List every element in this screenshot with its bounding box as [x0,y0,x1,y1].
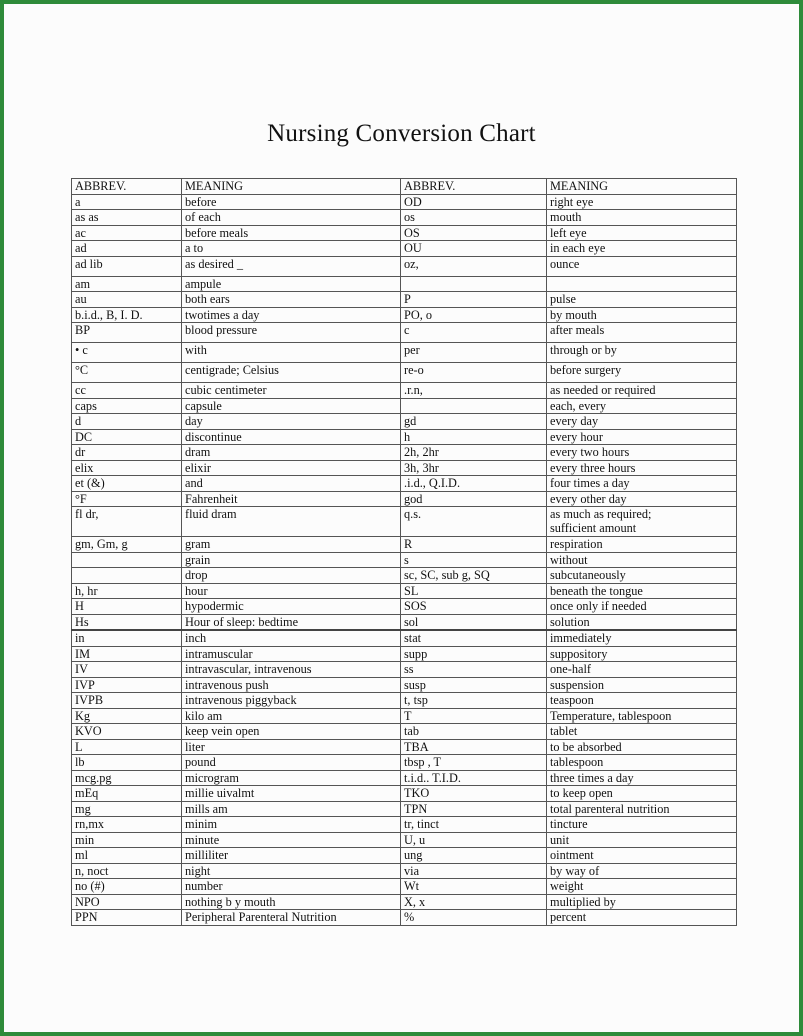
abbrev-cell: mcg.pg [72,770,182,786]
meaning-cell: night [182,863,401,879]
meaning-cell: unit [547,832,737,848]
meaning-cell: liter [182,739,401,755]
meaning-cell: every hour [547,429,737,445]
meaning-cell: minute [182,832,401,848]
meaning-cell: tincture [547,817,737,833]
meaning-cell: through or by [547,343,737,363]
meaning-cell: teaspoon [547,693,737,709]
abbrev-cell: • c [72,343,182,363]
table-row [72,646,737,662]
abbrev-cell: OU [401,241,547,257]
meaning-cell: milliliter [182,848,401,864]
table-row [72,630,737,646]
abbrev-cell: cc [72,383,182,399]
meaning-cell: suppository [547,646,737,662]
abbrev-cell: KVO [72,724,182,740]
header-abbrev-2: ABBREV. [401,179,547,195]
abbrev-cell: ung [401,848,547,864]
abbrev-cell: rn,mx [72,817,182,833]
table-row [72,770,737,786]
table-row [72,343,737,363]
abbrev-cell: s [401,552,547,568]
table-row [72,383,737,399]
abbrev-cell: in [72,630,182,646]
table-row [72,414,737,430]
meaning-cell: as desired _ [182,256,401,276]
abbrev-cell: c [401,323,547,343]
meaning-cell: every two hours [547,445,737,461]
meaning-cell: as much as required; sufficient amount [547,507,737,537]
abbrev-cell: god [401,491,547,507]
meaning-cell: centigrade; Celsius [182,363,401,383]
abbrev-cell: ml [72,848,182,864]
abbrev-cell: °F [72,491,182,507]
meaning-cell: drop [182,568,401,584]
meaning-cell: mouth [547,210,737,226]
meaning-cell: and [182,476,401,492]
abbrev-cell: Hs [72,614,182,630]
abbrev-cell [401,276,547,292]
abbrev-cell: P [401,292,547,308]
table-row [72,786,737,802]
meaning-cell: cubic centimeter [182,383,401,399]
meaning-cell: discontinue [182,429,401,445]
table-row [72,910,737,926]
abbrev-cell: as as [72,210,182,226]
abbrev-cell: IVPB [72,693,182,709]
abbrev-cell: TBA [401,739,547,755]
meaning-cell: gram [182,537,401,553]
abbrev-cell: T [401,708,547,724]
meaning-cell: elixir [182,460,401,476]
abbrev-cell: ad [72,241,182,257]
table-row [72,537,737,553]
table-header-row [72,179,737,195]
meaning-cell: hour [182,583,401,599]
abbrev-cell: BP [72,323,182,343]
meaning-cell: as needed or required [547,383,737,399]
table-row [72,241,737,257]
abbrev-cell: h, hr [72,583,182,599]
abbrev-cell: sol [401,614,547,630]
abbrev-cell: t.i.d.. T.I.D. [401,770,547,786]
meaning-cell: ounce [547,256,737,276]
meaning-cell: minim [182,817,401,833]
abbrev-cell: fl dr, [72,507,182,537]
meaning-cell: millie uivalmt [182,786,401,802]
meaning-cell: one-half [547,662,737,678]
header-abbrev-1: ABBREV. [72,179,182,195]
table-row [72,832,737,848]
meaning-cell: Hour of sleep: bedtime [182,614,401,630]
abbrev-cell: tr, tinct [401,817,547,833]
meaning-cell: fluid dram [182,507,401,537]
abbrev-cell: supp [401,646,547,662]
meaning-cell: blood pressure [182,323,401,343]
meaning-cell: right eye [547,194,737,210]
abbrev-cell: lb [72,755,182,771]
abbrev-cell: gm, Gm, g [72,537,182,553]
abbrev-cell: X, x [401,894,547,910]
meaning-cell: with [182,343,401,363]
table-row [72,307,737,323]
table-row [72,599,737,615]
meaning-cell: ointment [547,848,737,864]
meaning-cell: suspension [547,677,737,693]
meaning-cell: inch [182,630,401,646]
table-row [72,863,737,879]
meaning-cell: dram [182,445,401,461]
meaning-cell: intravenous push [182,677,401,693]
abbrev-cell: dr [72,445,182,461]
abbrev-cell: re-o [401,363,547,383]
abbrev-cell: SOS [401,599,547,615]
table-row [72,739,737,755]
table-row [72,677,737,693]
meaning-cell: immediately [547,630,737,646]
abbrev-cell: h [401,429,547,445]
meaning-cell: left eye [547,225,737,241]
meaning-cell: four times a day [547,476,737,492]
abbrev-cell: q.s. [401,507,547,537]
abbrev-cell: TKO [401,786,547,802]
meaning-cell: weight [547,879,737,895]
table-row [72,801,737,817]
meaning-cell: hypodermic [182,599,401,615]
meaning-cell: before surgery [547,363,737,383]
abbrev-cell: ad lib [72,256,182,276]
table-row [72,708,737,724]
abbrev-cell: OD [401,194,547,210]
meaning-cell: every other day [547,491,737,507]
abbrev-cell: min [72,832,182,848]
abbrev-cell: b.i.d., B, I. D. [72,307,182,323]
table-row [72,552,737,568]
table-row [72,460,737,476]
table-row [72,210,737,226]
abbrev-cell: elix [72,460,182,476]
table-row [72,256,737,276]
abbrev-cell: H [72,599,182,615]
table-row [72,292,737,308]
abbrev-cell: R [401,537,547,553]
meaning-cell: keep vein open [182,724,401,740]
abbrev-cell: DC [72,429,182,445]
table-row [72,894,737,910]
meaning-cell: of each [182,210,401,226]
meaning-cell: tablespoon [547,755,737,771]
meaning-cell: Temperature, tablespoon [547,708,737,724]
abbrev-cell: mEq [72,786,182,802]
abbrev-cell: gd [401,414,547,430]
abbrev-cell: am [72,276,182,292]
meaning-cell: a to [182,241,401,257]
table-row [72,225,737,241]
abbrev-cell: Wt [401,879,547,895]
abbrev-cell: IVP [72,677,182,693]
abbrev-cell: tab [401,724,547,740]
table-row [72,363,737,383]
meaning-cell: percent [547,910,737,926]
meaning-cell: both ears [182,292,401,308]
abbrev-cell: via [401,863,547,879]
abbrev-cell: .r.n, [401,383,547,399]
meaning-cell: capsule [182,398,401,414]
meaning-cell: pound [182,755,401,771]
meaning-cell [547,276,737,292]
meaning-cell: nothing b y mouth [182,894,401,910]
table-row [72,817,737,833]
table-row [72,662,737,678]
abbrev-cell: au [72,292,182,308]
abbrev-cell: PO, o [401,307,547,323]
meaning-cell: tablet [547,724,737,740]
meaning-cell: intravenous piggyback [182,693,401,709]
meaning-cell: number [182,879,401,895]
meaning-cell: mills am [182,801,401,817]
table-row [72,879,737,895]
meaning-cell: multiplied by [547,894,737,910]
meaning-cell: subcutaneously [547,568,737,584]
table-row [72,491,737,507]
abbrev-cell: 3h, 3hr [401,460,547,476]
meaning-cell: in each eye [547,241,737,257]
abbrev-cell: 2h, 2hr [401,445,547,461]
meaning-cell: to keep open [547,786,737,802]
header-meaning-2: MEANING [547,179,737,195]
abbrev-cell: stat [401,630,547,646]
abbrev-cell: ss [401,662,547,678]
abbrev-cell [401,398,547,414]
meaning-cell: by mouth [547,307,737,323]
meaning-cell: every three hours [547,460,737,476]
abbrev-cell: oz, [401,256,547,276]
meaning-cell: Peripheral Parenteral Nutrition [182,910,401,926]
meaning-cell: ampule [182,276,401,292]
abbrev-cell [72,552,182,568]
abbrev-cell: os [401,210,547,226]
abbrev-cell: °C [72,363,182,383]
meaning-cell: total parenteral nutrition [547,801,737,817]
abbrev-cell: NPO [72,894,182,910]
meaning-cell: intravascular, intravenous [182,662,401,678]
abbrev-cell: Kg [72,708,182,724]
header-meaning-1: MEANING [182,179,401,195]
meaning-cell: without [547,552,737,568]
table-row [72,755,737,771]
table-row [72,583,737,599]
abbrev-cell: SL [401,583,547,599]
table-row [72,398,737,414]
meaning-cell: beneath the tongue [547,583,737,599]
abbrev-cell: TPN [401,801,547,817]
meaning-cell: grain [182,552,401,568]
meaning-cell: Fahrenheit [182,491,401,507]
meaning-cell: every day [547,414,737,430]
abbrev-cell: mg [72,801,182,817]
abbrev-cell: no (#) [72,879,182,895]
meaning-cell: before meals [182,225,401,241]
abbrev-cell [72,568,182,584]
meaning-cell: three times a day [547,770,737,786]
table-row [72,194,737,210]
meaning-cell: day [182,414,401,430]
table-row [72,848,737,864]
table-row [72,568,737,584]
table-row [72,276,737,292]
meaning-cell: microgram [182,770,401,786]
meaning-cell: after meals [547,323,737,343]
abbrev-cell: d [72,414,182,430]
table-row [72,476,737,492]
meaning-cell: each, every [547,398,737,414]
meaning-cell: pulse [547,292,737,308]
table-row [72,445,737,461]
table-row [72,614,737,630]
meaning-cell: before [182,194,401,210]
meaning-cell: kilo am [182,708,401,724]
abbrev-cell: U, u [401,832,547,848]
abbrev-cell: % [401,910,547,926]
abbrev-cell: L [72,739,182,755]
meaning-cell: twotimes a day [182,307,401,323]
abbrev-cell: t, tsp [401,693,547,709]
abbrev-cell: IM [72,646,182,662]
table-row [72,507,737,537]
meaning-cell: solution [547,614,737,630]
abbrev-cell: per [401,343,547,363]
table-row [72,724,737,740]
abbrev-cell: IV [72,662,182,678]
conversion-table [71,178,737,926]
abbrev-cell: tbsp , T [401,755,547,771]
abbrev-cell: OS [401,225,547,241]
meaning-cell: intramuscular [182,646,401,662]
abbrev-cell: n, noct [72,863,182,879]
abbrev-cell: sc, SC, sub g, SQ [401,568,547,584]
abbrev-cell: caps [72,398,182,414]
abbrev-cell: susp [401,677,547,693]
meaning-cell: to be absorbed [547,739,737,755]
meaning-cell: once only if needed [547,599,737,615]
meaning-cell: by way of [547,863,737,879]
page-title: Nursing Conversion Chart [267,120,536,147]
table-row [72,323,737,343]
meaning-cell: respiration [547,537,737,553]
abbrev-cell: ac [72,225,182,241]
abbrev-cell: a [72,194,182,210]
table-row [72,693,737,709]
abbrev-cell: .i.d., Q.I.D. [401,476,547,492]
abbrev-cell: et (&) [72,476,182,492]
abbrev-cell: PPN [72,910,182,926]
table-row [72,429,737,445]
